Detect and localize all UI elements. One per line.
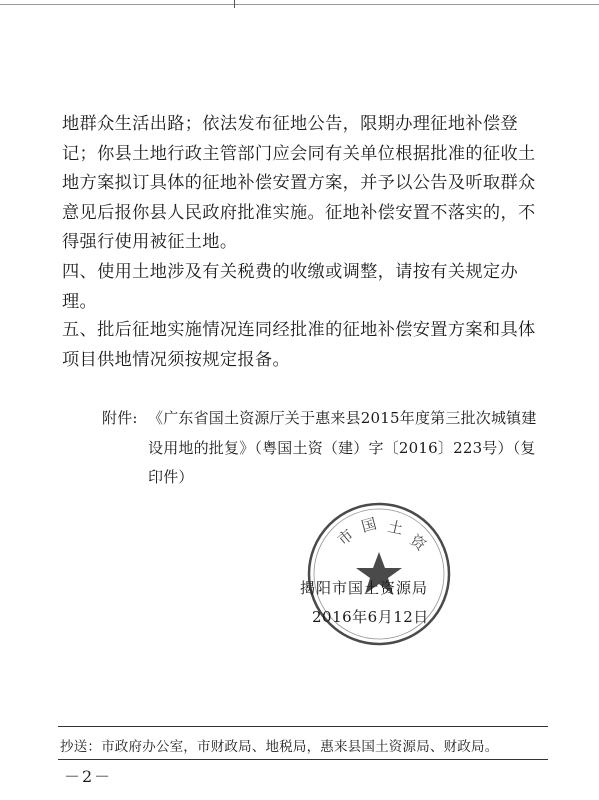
svg-text:国: 国 [359,514,379,536]
svg-text:资: 资 [406,530,430,555]
top-edge-line [0,4,599,5]
body-paragraph-continued: 地群众生活出路；依法发布征地公告，限期办理征地补偿登记；你县土地行政主管部门应会同有关单位根据批准的征收土地方案拟订具体的征地补偿安置方案，并予以公告及听取群众意见后报你县人民政府批准实施。征地补偿安置不落实的，不得强行使用被征土地。 [62,114,536,252]
attachment-text: 《广东省国土资源厅关于惠来县2015年度第三批次城镇建设用地的批复》（粤国土资（建）字〔2016〕223号）（复印件） [148,409,537,486]
body-item-four: 四、使用土地涉及有关税费的收缴或调整，请按有关规定办理。 [62,262,518,312]
top-edge-mark [234,0,235,8]
distribution-divider-top [58,726,548,727]
body-item-five: 五、批后征地实施情况连同经批准的征地补偿安置方案和具体项目供地情况须按规定报备。 [62,320,536,370]
page-number: －2－ [64,767,113,786]
attachment-label: 附件: [102,409,138,427]
issue-date: 2016年6月12日 [312,608,429,626]
distribution-divider-bottom [58,759,548,760]
issuing-organization: 揭阳市国土资源局 [300,579,429,597]
svg-text:市: 市 [334,525,358,550]
svg-text:土: 土 [386,517,405,539]
distribution-list: 抄送：市政府办公室，市财政局、地税局，惠来县国土资源局、财政局。 [60,739,499,755]
